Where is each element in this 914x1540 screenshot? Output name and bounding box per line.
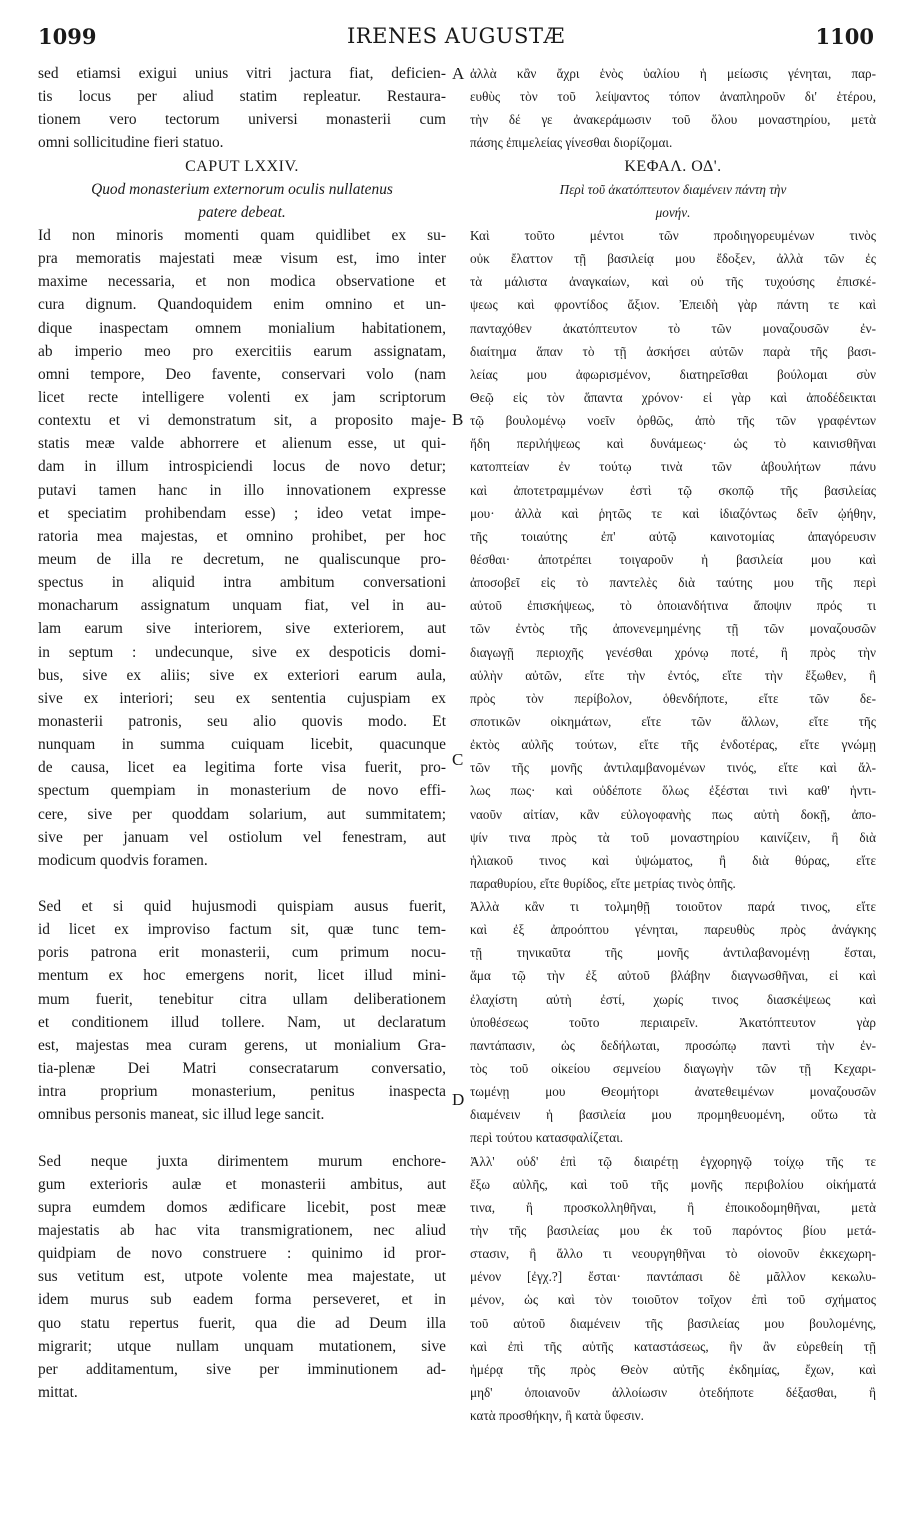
latin-paragraph-line: ab imperio meo pro exercitiis earum assignatam, — [38, 342, 446, 360]
greek-chapter-title: ΚΕΦΑΛ. ΟΔ'. — [624, 157, 722, 175]
greek-paragraph-line: αὐτοῦ ἐπισκήψεως, τὸ ὁποιανδήτινα ἄποψιν πρός τι — [470, 598, 876, 614]
greek-paragraph-line: ψίν τινα πρὸς τὰ τοῦ μοναστηρίου καινίζειν, ἢ διὰ — [470, 829, 876, 845]
greek-paragraph-line: περὶ τούτου κατασφαλίζεται. — [470, 1130, 624, 1146]
latin-paragraph-line: sive per januam vel ostiolum vel fenestram, aut — [38, 828, 446, 846]
greek-intro-line: ἀλλὰ κἂν ἄχρι ἑνὸς ὑαλίου ἡ μείωσις γένηται, παρ- — [470, 66, 876, 81]
greek-paragraph-line: καὶ ἐξ ἀπροόπτου γένηται, παρευθὺς πρὸς ἀνάγκης — [470, 922, 876, 938]
greek-paragraph-line: λως πως· καὶ οὐδέποτε ὅλως ἐξέσται τινὶ καθ' ἡντι- — [470, 783, 876, 799]
greek-paragraph-line: τὰ μάλιστα ἀναγκαίων, καὶ οὐ τῆς τυχούσης ἐπισκέ- — [470, 274, 876, 290]
greek-paragraph-line: ἤδη περιλήψεως καὶ δυνάμεως· ὡς τὸ καινισθῆναι — [470, 436, 876, 452]
greek-paragraph-line: τωμένῃ μου Θεομήτορι ἀνατεθειμένων μοναζουσῶν — [470, 1084, 876, 1100]
latin-paragraph-line: putavi tamen hanc in illo innovationem expresse — [38, 481, 446, 499]
greek-paragraph-line: πανταχόθεν ἀκατόπτευτον τὸ τῶν μοναζουσῶν ἐν- — [470, 320, 876, 336]
greek-paragraph-line: ἀποσοβεῖ εἰς τὸ παντελὲς διὰ ταύτης μου τῆς περὶ — [470, 575, 876, 591]
greek-paragraph-line: θέσθαι· ἀποτρέπει τοιγαροῦν ἡ βασιλεία μου καὶ — [470, 551, 876, 567]
latin-paragraph-line: pra memoratis majestati meæ visum est, imo inter — [38, 250, 446, 268]
latin-paragraph-line: mittat. — [38, 1384, 78, 1402]
greek-paragraph-line: καὶ ἀποτετραμμένων ἐστὶ τῷ σκοπῷ τῆς βασιλείας — [470, 482, 876, 498]
latin-paragraph-line: spectum quempiam in monasterium de novo effi- — [38, 782, 446, 800]
latin-paragraph-line: et conditionem illud tollere. Nam, ut declaratum — [38, 1013, 446, 1031]
margin-letter-c: C — [452, 750, 464, 769]
latin-paragraph-line: majestatis ab hac vita transmigrationem, nec aliud — [38, 1222, 446, 1240]
greek-paragraph-line: διαγωγῇ περιοχῆς γενέσθαι χρόνῳ ποτέ, ἢ πρὸς τὴν — [470, 644, 876, 660]
greek-chapter-subtitle: Περὶ τοῦ ἀκατόπτευτον διαμένειν πάντη τὴν — [559, 181, 787, 197]
greek-paragraph-line: κατὰ προσθήκην, ἢ κατὰ ὕφεσιν. — [470, 1408, 644, 1424]
latin-paragraph-line: omni tempore, Deo favente, conservari volo (nam — [38, 365, 446, 383]
latin-chapter-subtitle: patere debeat. — [198, 203, 286, 221]
latin-paragraph-line: per additamentum, sive per imminutionem ad- — [38, 1360, 446, 1378]
greek-paragraph-line: ἐκτὸς αὐλῆς τούτων, εἴτε τῆς ἐνδοτέρας, εἴτε γνώμῃ — [470, 737, 876, 753]
margin-letter-a: A — [452, 64, 465, 83]
latin-paragraph-line: mentum ex hoc emergens norit, licet illud mini- — [38, 967, 446, 985]
right-page-number: 1100 — [815, 24, 874, 49]
latin-chapter-title: CAPUT LXXIV. — [185, 157, 299, 175]
latin-paragraph-line: gum exterioris aulæ et monasterii ambitus, aut — [38, 1175, 446, 1193]
greek-chapter-subtitle: μονήν. — [655, 204, 691, 220]
greek-intro-line: τὴν δέ γε ἀνακεράμωσιν τοῦ ὅλου μοναστηρίου, μετὰ — [470, 112, 876, 128]
latin-paragraph-line: id licet ex improviso factum sit, quæ tunc tem- — [38, 921, 446, 939]
latin-paragraph-line: meum de illa re decretum, ne qualiscunque pro- — [38, 550, 446, 568]
latin-paragraph-line: Sed et si quid hujusmodi quispiam ausus fuerit, — [38, 898, 446, 916]
greek-paragraph-line: ἡλιακοῦ τινος καὶ ὑψώματος, ἢ διὰ θύρας, εἴτε — [470, 852, 876, 868]
latin-paragraph-line: supra eumdem domos ædificare licebit, post meæ — [38, 1198, 446, 1216]
greek-paragraph-line: σποτικῶν οἰκημάτων, εἴτε τῶν ἄλλων, εἴτε τῆς — [470, 713, 876, 729]
latin-paragraph-line: idem murus sub eadem forma perseveret, et in — [38, 1291, 446, 1309]
greek-paragraph-line: ἡμέρᾳ τῆς πρὸς Θεὸν αὐτῆς ἐκδημίας, ἔχων, καὶ — [470, 1361, 876, 1377]
latin-chapter-subtitle: Quod monasterium externorum oculis nullatenus — [91, 180, 393, 198]
greek-paragraph-line: τὴν τῆς βασιλείας μου ἐκ τοῦ παρόντος βίου μετά- — [470, 1223, 876, 1239]
latin-intro-line: omni sollicitudine fieri statuo. — [38, 134, 224, 152]
greek-paragraph-line: τὸς τοῦ οἰκείου σεμνείου διαγωγὴν τῶν τῇ Κεχαρι- — [470, 1061, 876, 1077]
greek-paragraph-line: τοῦ αὐτοῦ διαμένειν τῆς βασιλείας μου βουλομένης, — [470, 1315, 876, 1331]
latin-paragraph-line: contextu et vi demonstratum sit, a proposito maje- — [38, 412, 446, 430]
greek-paragraph-line: ναοῦν αἰτίαν, κἂν εὐλογοφανὴς πως αὐτὴ δοκῇ, ἀπο- — [470, 806, 876, 822]
paragraph-gap — [38, 1126, 446, 1149]
latin-paragraph-line: maxime necessaria, et non modica observatione et — [38, 273, 446, 291]
latin-paragraph-line: omnibus personis maneat, sic illud lege sancit. — [38, 1106, 325, 1124]
latin-paragraph-line: lam earum sive interiorem, sive exteriorem, aut — [38, 620, 446, 638]
latin-paragraph-line: cura dignum. Quandoquidem enim omnino et un- — [38, 296, 446, 314]
latin-paragraph-line: dam in illum introspiciendi locus de novo detur; — [38, 458, 446, 476]
margin-letter-b: B — [452, 410, 464, 429]
latin-intro-line: tis locus per aliud statim repleatur. Restaura- — [38, 88, 446, 106]
greek-paragraph-line: τῇ τηνικαῦτα τῆς μονῆς ἀντιλαβανομένῃ ἔσται, — [470, 945, 876, 961]
greek-intro-line: πάσης ἐπιμελείας γίνεσθαι διορίζομαι. — [470, 135, 673, 151]
latin-paragraph-line: monacharum assignatum unquam fiat, vel in au- — [38, 597, 446, 615]
greek-paragraph-line: παντάπασιν, ὡς δεδήλωται, προσώπῳ παντὶ τὴν ἐν- — [470, 1037, 876, 1053]
latin-paragraph-line: migrarit; utque nullam unquam mutationem, sive — [38, 1337, 446, 1355]
greek-paragraph-line: πρὸς τὸν περίβολον, ὁθενδήποτε, εἴτε τῶν δε- — [470, 690, 876, 706]
greek-paragraph-line: ἐλαχίστη αὐτὴ ἐστί, χωρίς τινος διασκέψεως καὶ — [470, 991, 876, 1007]
latin-paragraph-line: sus vetitum est, utpote volente mea majestate, ut — [38, 1268, 446, 1286]
latin-paragraph-line: modicum quodvis foramen. — [38, 851, 208, 869]
greek-paragraph-line: καὶ ἐπὶ τῆς αὐτῆς καταστάσεως, ἣν ἂν εὑρεθείη τῇ — [470, 1338, 876, 1354]
greek-intro-line: ευθὺς τὸν τοῦ λείψαντος τόπον ἀναπληροῦν δι' ἑτέρου, — [470, 89, 876, 105]
greek-paragraph-line: τῶν ἐντὸς τῆς ἀπονενεμημένης τῇ τῶν μοναζουσῶν — [470, 621, 876, 637]
greek-paragraph-line: ἅμα τῷ τὴν ἐξ αὐτοῦ βλάβην διαγνωσθῆναι, εἰ καὶ — [470, 968, 876, 984]
left-page-number: 1099 — [38, 24, 97, 49]
latin-paragraph-line: quo statu repertus fuerit, qua die ad Deum illa — [38, 1314, 446, 1332]
latin-column — [38, 62, 446, 1404]
greek-paragraph-line: ὑποθέσεως τοῦτο περιαιρεῖν. Ἀκατόπτευτον γὰρ — [470, 1014, 876, 1030]
margin-letter-d: D — [452, 1090, 465, 1109]
greek-paragraph-line: ψεως καὶ φροντίδος ἄξιον. Ἐπειδὴ γὰρ πάντη τε καὶ — [470, 297, 876, 313]
latin-paragraph-line: bus, sive ex aliis; sive ex exteriori earum aula, — [38, 666, 446, 684]
greek-paragraph-line: Θεῷ εἰς τὸν ἅπαντα χρόνον· εἰ γὰρ καὶ ἀποδέδεικται — [470, 389, 876, 405]
greek-paragraph-line: Καὶ τοῦτο μέντοι τῶν προδιηγορευμένων τινὸς — [470, 227, 876, 243]
latin-paragraph-line: statis meæ valde abhorrere et alienum esse, ut qui- — [38, 435, 446, 453]
latin-paragraph-line: sive ex interiori; seu ex sententia cujuspiam ex — [38, 689, 446, 707]
latin-paragraph-line: poris patrona erit monasterii, cum primum nocu- — [38, 944, 446, 962]
greek-paragraph-line: τῆς τοιαύτης ἐπ' αὐτῷ καινοτομίας ἀπαγόρευσιν — [470, 528, 876, 544]
latin-paragraph-line: licet recte intelligere volenti ex jam scriptorum — [38, 388, 446, 406]
greek-paragraph-line: μένον [ἐγχ.?] ἔσται· παντάπασι δὲ μᾶλλον κεκωλυ- — [470, 1269, 876, 1285]
latin-intro-line: tionem vero tectorum universi monasterii cum — [38, 111, 446, 129]
greek-paragraph-line: οὐκ ἔλαττον τῇ βασιλείᾳ μου ἔδοξεν, ἀλλὰ τῶν ἐς — [470, 251, 876, 267]
greek-paragraph-line: αὐλὴν αὐτῶν, εἴτε τὴν ἐντός, εἴτε τὴν ἔξωθεν, ἢ — [470, 667, 876, 683]
latin-paragraph-line: est, majestas mea curam gerens, ut monialium Gra- — [38, 1036, 446, 1054]
latin-paragraph-line: cere, sive per quoddam solarium, aut summitatem; — [38, 805, 446, 823]
latin-paragraph-line: de causa, licet ea legitima forte visa fuerit, pro- — [38, 759, 446, 777]
paragraph-gap — [38, 872, 446, 895]
latin-paragraph-line: mum fuerit, tenebitur citra ullam deliberationem — [38, 990, 446, 1008]
greek-paragraph-line: τινα, ἢ προσκολληθῆναι, ἢ ἐποικοδομηθῆναι, μετὰ — [470, 1199, 876, 1215]
greek-paragraph-line: ἔξω αὐλῆς, καὶ τοῦ τῆς μονῆς περιβολίου οἰκήματά — [470, 1176, 876, 1192]
greek-paragraph-line: διαμένειν ἡ βασιλεία μου προμηθευομένη, οὕτω τὰ — [470, 1107, 876, 1123]
greek-paragraph-line: μηδ' ὁποιανοῦν ἀλλοίωσιν ὁτεδήποτε δέξασθαι, ἢ — [470, 1385, 876, 1401]
greek-paragraph-line: μένον, ὡς καὶ τὸν τοιοῦτον τοῖχον ἐπὶ τοῦ σχήματος — [470, 1292, 876, 1308]
running-title: IRENES AUGUSTÆ — [347, 24, 565, 48]
latin-paragraph-line: monasterii patronis, seu alio quovis modo. Et — [38, 712, 446, 730]
greek-paragraph-line: παραθυρίου, εἴτε θυρίδος, εἴτε μετρίας τινὸς ὀπῆς. — [470, 875, 736, 891]
running-header — [38, 24, 874, 54]
latin-paragraph-line: et speciatim prohibendam esse) ; ideo vetat impe- — [38, 504, 446, 522]
greek-paragraph-line: διαίτημα ἅπαν τὸ τῇ ἀσκήσει αὐτῶν παρὰ τῆς βασι- — [470, 343, 876, 359]
latin-paragraph-line: Id non minoris momenti quam quidlibet ex su- — [38, 226, 446, 244]
greek-paragraph-line: τῷ βουλομένῳ νοεῖν ὀρθῶς, ἀπὸ τῆς τῶν γραφέντων — [470, 413, 876, 429]
latin-paragraph-line: intra proprium monasterium, penitus inaspecta — [38, 1083, 446, 1101]
latin-intro-line: sed etiamsi exigui unius vitri jactura fiat, deficien- — [38, 65, 446, 82]
latin-paragraph-line: tia-plenæ Dei Matri consecratarum conversatio, — [38, 1060, 446, 1078]
greek-paragraph-line: Ἀλλ' οὐδ' ἐπὶ τῷ διαιρέτῃ ἐγχορηγῷ τοίχῳ τῆς τε — [470, 1153, 876, 1169]
greek-paragraph-line: λείας μου ἀφωρισμένον, διατηρεῖσθαι βούλομαι σὺν — [470, 366, 876, 382]
greek-paragraph-line: μου· ἀλλὰ καὶ ῥητῶς τε καὶ ἰδιαζόντως δεῖν ᾠήθην, — [470, 505, 876, 521]
greek-paragraph-line: κατοπτείαν ἐν τούτῳ τινὰ τῶν ἀβουλήτων πάνυ — [470, 459, 876, 475]
greek-paragraph-line: τῶν τῆς μονῆς ἀντιλαμβανομένων τινός, εἴτε καὶ ἄλ- — [470, 760, 876, 776]
latin-paragraph-line: in septum : undecunque, sive ex despoticis domi- — [38, 643, 446, 661]
latin-paragraph-line: quidpiam de novo construere : quinimo id pror- — [38, 1245, 446, 1263]
latin-paragraph-line: spectus in aliquid intra ambitum conversationi — [38, 574, 446, 592]
latin-paragraph-line: Sed neque juxta dirimentem murum enchore- — [38, 1152, 446, 1170]
latin-paragraph-line: nunquam in summa cuiquam licebit, quacunque — [38, 736, 446, 754]
latin-paragraph-line: dique inaspectam omnem monialium habitationem, — [38, 319, 446, 337]
greek-column — [470, 62, 876, 1427]
greek-paragraph-line: στασιν, ἢ ἄλλο τι νεουργηθῆναι τὸ οἱονοῦν ἐκκεχωρη- — [470, 1246, 876, 1262]
greek-paragraph-line: Ἀλλὰ κἂν τι τολμηθῇ τοιοῦτον παρά τινος, εἴτε — [470, 899, 876, 915]
latin-paragraph-line: ratoria mea majestas, et omnino prohibet, per hoc — [38, 527, 446, 545]
